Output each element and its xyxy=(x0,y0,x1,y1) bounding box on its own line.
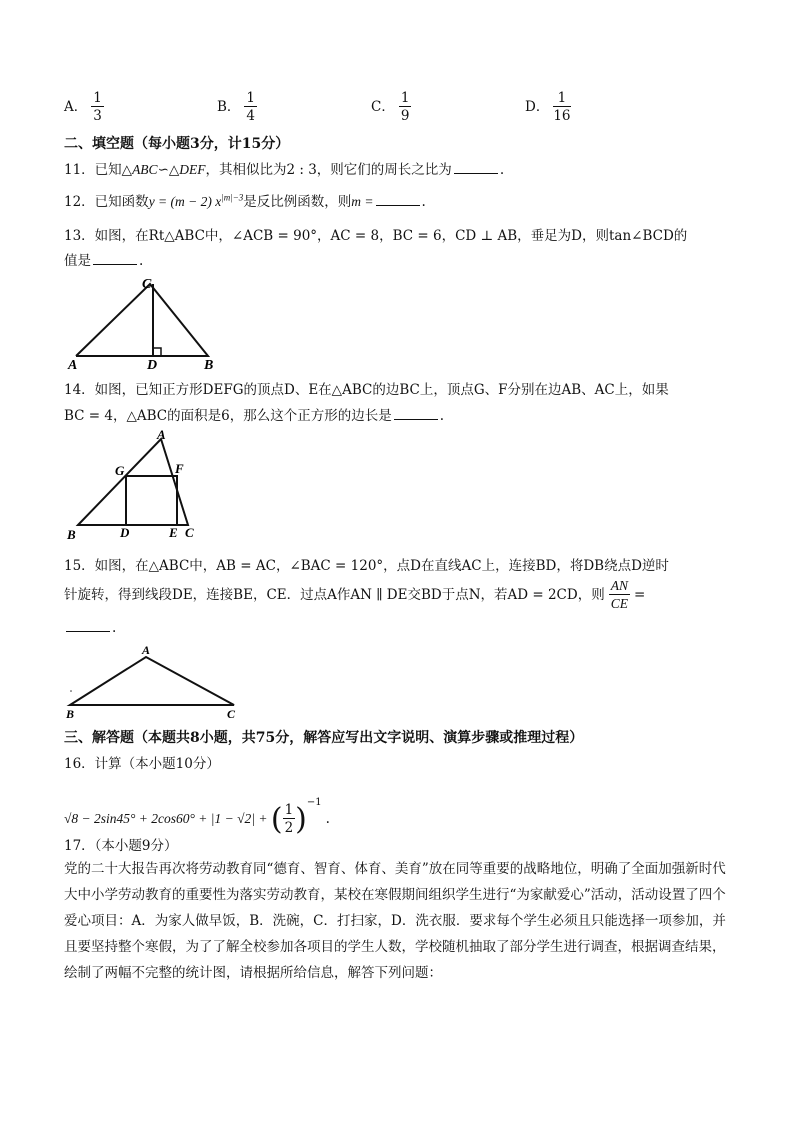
question-15-line1: 15．如图，在△ABC中，AB = AC，∠BAC = 120°，点D在直线AC上，连接BD，将DB绕点D逆时 xyxy=(64,558,669,574)
triangle-abc xyxy=(76,284,208,356)
fraction: $\frac{1}{4}$ xyxy=(246,90,256,124)
paren-open: ( xyxy=(270,801,283,837)
label-b: B xyxy=(66,707,75,721)
label-g: G xyxy=(115,463,125,478)
question-15-line3: . xyxy=(64,619,116,636)
fraction-half: $\frac{1}{2}$ xyxy=(284,802,294,836)
label-c: C xyxy=(185,525,194,540)
answer-blank xyxy=(66,619,110,632)
label-f: F xyxy=(175,461,184,476)
question-16-title: 16．计算（本小题10分） xyxy=(64,756,220,772)
question-11: 11．已知△ABC∽△DEF，其相似比为2 : 3，则它们的周长之比为 . xyxy=(64,162,505,178)
option-b: B． $\frac{1}{4}$ xyxy=(217,90,256,124)
label-e: E xyxy=(169,525,178,540)
question-13-line2: 值是 . xyxy=(64,253,144,269)
label-c: C xyxy=(142,277,152,292)
answer-blank xyxy=(93,252,137,265)
square-defg xyxy=(126,476,177,525)
label-d: D xyxy=(147,358,158,372)
figure-13-triangle xyxy=(60,272,230,372)
question-13-line1: 13．如图，在Rt△ABC中，∠ACB = 90°，AC = 8，BC = 6，CD ⊥ AB，垂足为D，则tan∠BCD的 xyxy=(64,228,688,244)
question-17-body: 党的二十大报告再次将劳动教育同“德育、智育、体育、美育”放在同等重要的战略地位，明确了全面加强新时代大中小学劳动教育的重要性为落实劳动教育，某校在寒假期间组织学生进行“为家献爱心”活动，活动设置了四个爱心项目：A．为家人做早饭，B．洗碗，C．打扫家，D．洗衣服．要求每个学生必须且只能选择一项参加，并且要坚持整个寒假，为了了解全校参加各项目的学生人数，学校随机抽取了部分学生进行调查，根据调查结果，绘制了两幅不完整的统计图，请根据所给信息，解答下列问题： xyxy=(64,861,726,981)
label-d: D xyxy=(120,525,130,540)
figure-14-square-in-triangle xyxy=(62,427,212,545)
paren-close: ) xyxy=(295,801,307,837)
stray-dot xyxy=(70,690,72,692)
option-c: C． $\frac{1}{9}$ xyxy=(371,90,410,124)
question-14-line2: BC = 4，△ABC的面积是6，那么这个正方形的边长是 . xyxy=(64,408,445,424)
triangle-abc xyxy=(78,439,188,525)
answer-blank xyxy=(394,407,438,420)
option-d: D． $\frac{1}{16}$ xyxy=(525,90,571,124)
fraction: $\frac{1}{16}$ xyxy=(553,90,571,124)
question-15-line2: 针旋转，得到线段DE，连接BE，CE．过点A作AN ∥ DE交BD于点N，若AD = 2CD，则 $\frac{AN}{CE}$ = xyxy=(64,578,646,611)
label-c: C xyxy=(227,707,236,721)
section2-title: 二、填空题（每小题3分，计15分） xyxy=(64,136,290,152)
question-14-line1: 14．如图，已知正方形DEFG的顶点D、E在△ABC的边BC上，顶点G、F分别在边AB、AC上，如果 xyxy=(64,382,669,398)
fraction-an-ce: $\frac{AN}{CE}$ xyxy=(610,578,628,611)
fraction: $\frac{1}{3}$ xyxy=(93,90,102,124)
label-b: B xyxy=(204,358,214,372)
label-a: A xyxy=(68,358,78,372)
question-12: 12．已知函数y = (m − 2) $x^{|m|-3}$是反比例函数，则m = . xyxy=(64,192,426,210)
section3-title: 三、解答题（本题共8小题，共75分，解答应写出文字说明、演算步骤或推理过程） xyxy=(64,730,584,746)
answer-blank xyxy=(376,193,420,206)
right-angle-mark xyxy=(153,348,161,356)
question-17-title: 17．（本小题9分） xyxy=(64,838,178,854)
question-16-expression: √8 − 2sin45° + 2cos60° + |1 − √2| + ( $\frac{1}{2}$ )$^{-1}$. xyxy=(64,783,330,827)
fraction: $\frac{1}{9}$ xyxy=(400,90,410,124)
label-a: A xyxy=(142,643,151,657)
answer-blank xyxy=(454,161,498,174)
label-b: B xyxy=(67,527,76,542)
triangle-abc xyxy=(70,657,234,705)
figure-15-triangle xyxy=(62,641,252,723)
label-a: A xyxy=(157,427,166,442)
option-a: A． $\frac{1}{3}$ xyxy=(64,90,102,124)
